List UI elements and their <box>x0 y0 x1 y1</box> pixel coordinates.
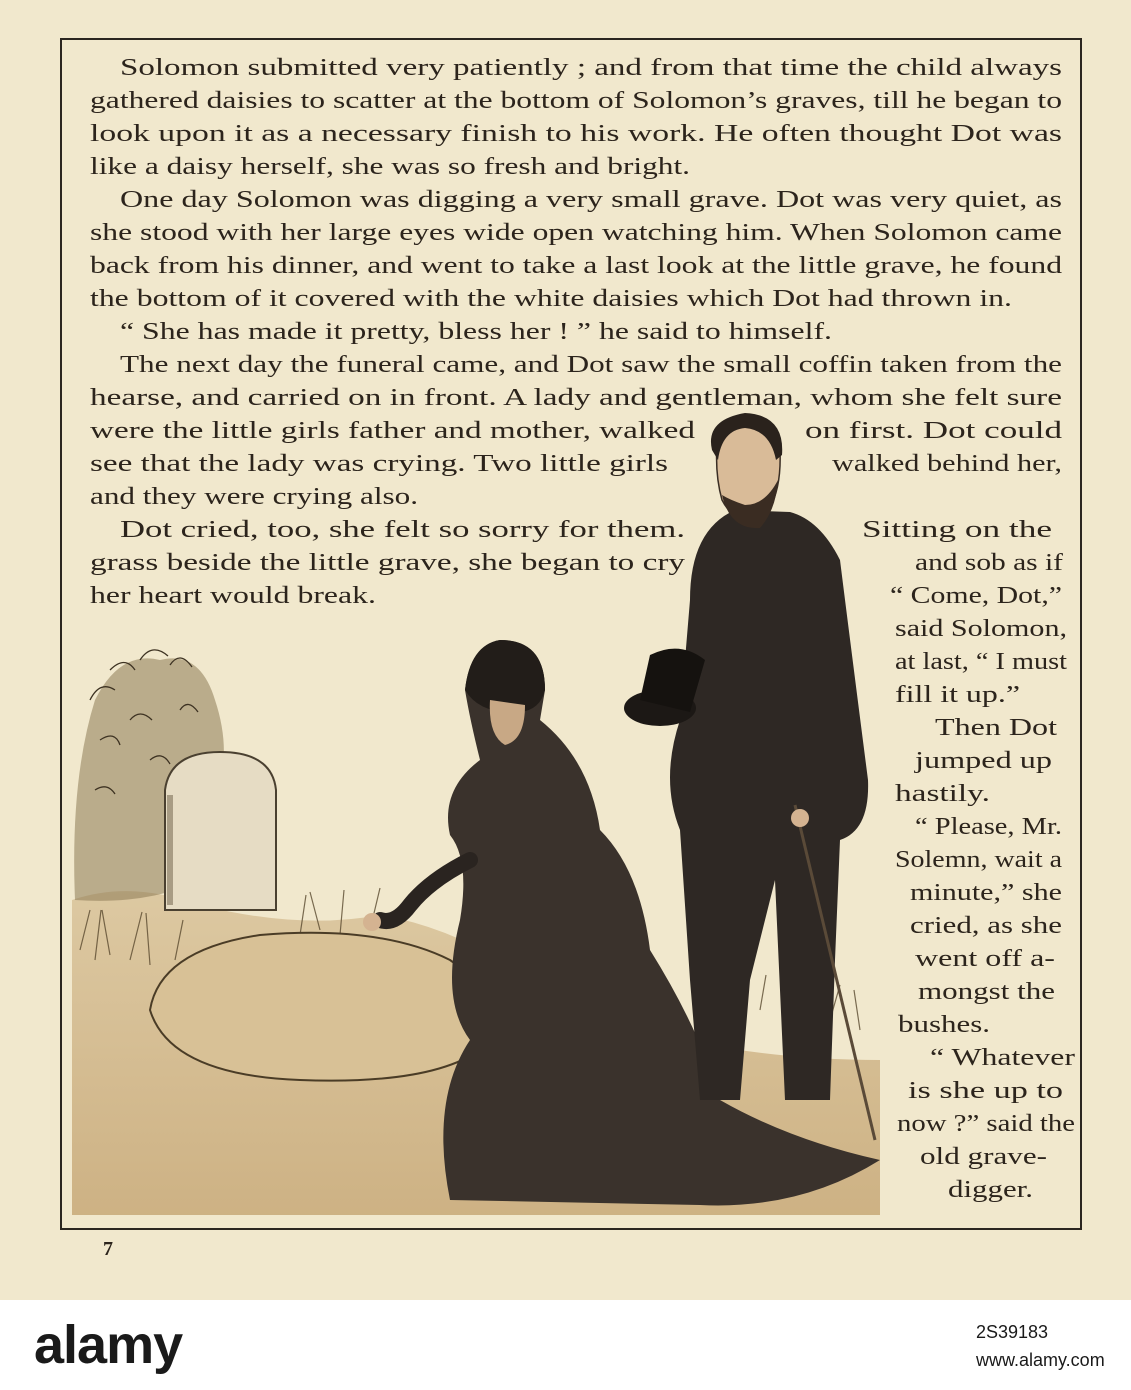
line-05: One day Solomon was digging a very small grave. Dot was very quiet, as <box>120 187 1063 213</box>
alamy-logo: alamy <box>34 1315 183 1375</box>
line-23: hastily. <box>895 781 990 807</box>
headstone <box>165 752 276 910</box>
line-11: hearse, and carried on in front. A lady and gentleman, whom she felt sure <box>90 385 1062 411</box>
stock-watermark-bar <box>0 1300 1131 1390</box>
line-17a: her heart would break. <box>90 583 376 609</box>
line-22: jumped up <box>915 748 1052 774</box>
line-03: look upon it as a necessary finish to his work. He often thought Dot was <box>90 121 1063 147</box>
line-12b: on first. Dot could <box>805 418 1063 444</box>
line-27: cried, as she <box>910 913 1062 939</box>
line-34: old grave- <box>920 1144 1047 1170</box>
line-18: said Solomon, <box>895 616 1067 642</box>
line-30: bushes. <box>898 1012 990 1038</box>
line-02: gathered daisies to scatter at the bottom of Solomon’s graves, till he began to <box>90 88 1063 114</box>
line-25: Solemn, wait a <box>895 847 1063 873</box>
line-12a: were the little girls father and mother, walked <box>90 418 695 444</box>
line-19: at last, “ I must <box>895 649 1067 675</box>
line-33: now ?” said the <box>897 1111 1075 1137</box>
line-04: like a daisy herself, she was so fresh and bright. <box>90 154 691 180</box>
line-08: the bottom of it covered with the white daisies which Dot had thrown in. <box>90 286 1012 312</box>
line-06: she stood with her large eyes wide open watching him. When Solomon came <box>90 220 1063 246</box>
page-number: 7 <box>103 1238 113 1260</box>
line-32: is she up to <box>908 1078 1063 1104</box>
line-21: Then Dot <box>935 715 1058 741</box>
grave-mound <box>150 933 486 1081</box>
line-29: mongst the <box>918 979 1056 1005</box>
line-10: The next day the funeral came, and Dot saw the small coffin taken from the <box>120 352 1063 378</box>
line-17b: “ Come, Dot,” <box>890 583 1062 609</box>
line-09: “ She has made it pretty, bless her ! ” he said to himself. <box>120 319 832 345</box>
line-01: Solomon submitted very patiently ; and from that time the child always <box>120 55 1063 81</box>
line-16b: and sob as if <box>915 550 1063 576</box>
line-24: “ Please, Mr. <box>915 814 1062 840</box>
line-13a: see that the lady was crying. Two little girls <box>90 451 669 477</box>
line-14: and they were crying also. <box>90 484 418 510</box>
line-26: minute,” she <box>910 880 1063 906</box>
line-35: digger. <box>948 1177 1034 1203</box>
line-20: fill it up.” <box>895 682 1020 708</box>
line-16a: grass beside the little grave, she began to cry <box>90 550 686 576</box>
line-15a: Dot cried, too, she felt so sorry for them. <box>120 517 686 543</box>
source-url: www.alamy.com <box>976 1350 1105 1370</box>
line-15b: Sitting on the <box>862 517 1053 543</box>
line-13b: walked behind her, <box>832 451 1063 477</box>
top-hat <box>624 649 705 726</box>
line-07: back from his dinner, and went to take a last look at the little grave, he found <box>90 253 1063 279</box>
image-id: 2S39183 <box>976 1322 1049 1342</box>
line-31: “ Whatever <box>930 1045 1075 1071</box>
line-28: went off a- <box>915 946 1055 972</box>
